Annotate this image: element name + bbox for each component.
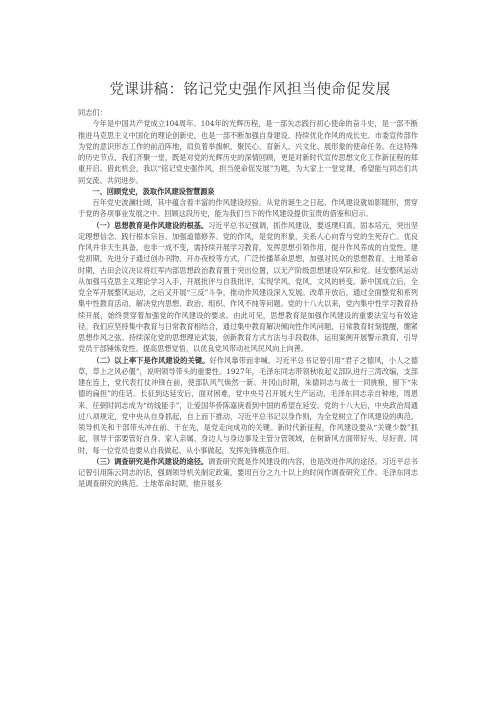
point-3-lead: （三）调查研究是作风建设的途径。 bbox=[92, 456, 209, 466]
section-1-heading: 一、回顾党史，汲取作风建设智慧源泉 bbox=[92, 186, 215, 196]
point-1-lead: （一）思想教育是作风建设的根基。 bbox=[92, 220, 209, 230]
point-1-paragraph bbox=[78, 220, 418, 355]
point-3-paragraph bbox=[78, 456, 418, 490]
intro-paragraph: 今年是中国共产党成立104周年。104年的光辉历程，是一部矢志践行初心使命的奋斗史，是一部不断推进马克思主义中国化的理论创新史，也是一部不断加强自身建设、持续优化作风的成长史。市委宣传部作为党的意识形态工作的前沿阵地，肩负着举旗帜、聚民心、育新人、兴文化、展形象的使命任务。在这特殊的历史节点，我们齐聚一堂，既是对党的光辉历史的深情回顾，更是对新时代宣传思想文化工作新征程的郑重开启。借此机会，我以“铭记党史强作风，担当使命促发展”为题，为大家上一堂党课，希望能与同志们共同交流、共同进步。 bbox=[78, 119, 418, 185]
page-title: 党课讲稿：铭记党史强作风担当使命促发展 bbox=[109, 82, 391, 98]
salutation: 同志们： bbox=[78, 108, 107, 117]
point-2-lead: （二）以上率下是作风建设的关键。 bbox=[92, 355, 210, 365]
section-1-intro: 百年党史波澜壮阔，其中蕴含着丰富的作风建设经验。从党的诞生之日起，作风建设就如影随形，贯穿于党的各项事业发展之中。回顾这段历史，能为我们当下的作风建设提供宝贵的借鉴和启示。 bbox=[78, 198, 418, 219]
point-3-text: 调查研究既是作风建设的内容，也是改进作风的途径。习近平总书记曾引用陈云同志的话，强调领导机关制定政策，要用百分之九十以上的时间作调查研究工作。毛泽东同志是调查研究的典范。土地革命时期，他开展多 bbox=[78, 456, 418, 489]
document-body bbox=[78, 107, 418, 490]
point-2-text: 好作风靠带而非喊。习近平总书记曾引用“君子之德风，小人之德草，草上之风必偃”，说明领导带头的重要性。1927年，毛泽东同志带领秋收起义部队进行三湾改编，支部建在连上，党代表打仗冲锋在前，使部队风气焕然一新。井冈山时期，朱德同志与战士一同挑粮，留下“朱德的扁担”的佳话。长征到达延安后，面对困难，党中央号召开展大生产运动，毛泽东同志亲自种地，周恩来、任弼时同志成为“纺线能手”，让爱国华侨陈嘉庚看到中国的希望在延安。党的十八大后，中央政治局通过八项规定，党中央从自身抓起，自上而下推动，习近平总书记以身作则，为全党树立了作风建设的典范。领导机关和干部带头冲在前、干在先，是党走向成功的关键。新时代新征程，作风建设要从“关键少数”抓起，领导干部要管好自身、家人亲属、身边人与身边事及主管分管领域，在树新风方面带好头、尽好责。同时，每一位党员也要从自我做起、从小事做起，发挥先锋模范作用。 bbox=[78, 355, 418, 455]
point-2-paragraph bbox=[78, 355, 418, 456]
point-1-text: 习近平总书记强调，抓作风建设，要返璞归真、固本培元，突出坚定理想信念、践行根本宗旨、加强道德修养。党的作风，是党的形象，关系人心向背与党的生死存亡。优良作风并非天生具备，也非一成不变，需持续开展学习教育，发挥思想引领作用，提升作风养成的自觉性。建党初期，先进分子通过创办刊物、开办夜校等方式，广泛传播革命思想，加强对民众的思想教育。土地革命时期，古田会议决议将红军内部思想政治教育置于突出位置，以无产阶级思想建设军队和党。延安整风运动从加强马克思主义理论学习入手，开展批评与自我批评，实现学风、党风、文风的转变。新中国成立后，全党全军开展整风运动，之后又开展“三反”斗争，推动作风建设深入发展。改革开放后，通过全面整党和系列集中性教育活动，解决党内思想、政治、组织、作风不纯等问题。党的十八大以来，党内集中性学习教育持续开展，始终贯穿着加强党的作风建设的要求。由此可见，思想教育是加强作风建设的重要法宝与有效途径。我们应坚持集中教育与日常教育相结合，通过集中教育解决倾向性作风问题，日常教育时刻提醒，绷紧思想作风之弦。持续深化党的思想理论武装，创新教育方式方法与手段载体，运用案例开展警示教育，引导党员干部锤炼党性、提高思想觉悟，以优良党风带动社风民风向上向善。 bbox=[78, 220, 418, 354]
